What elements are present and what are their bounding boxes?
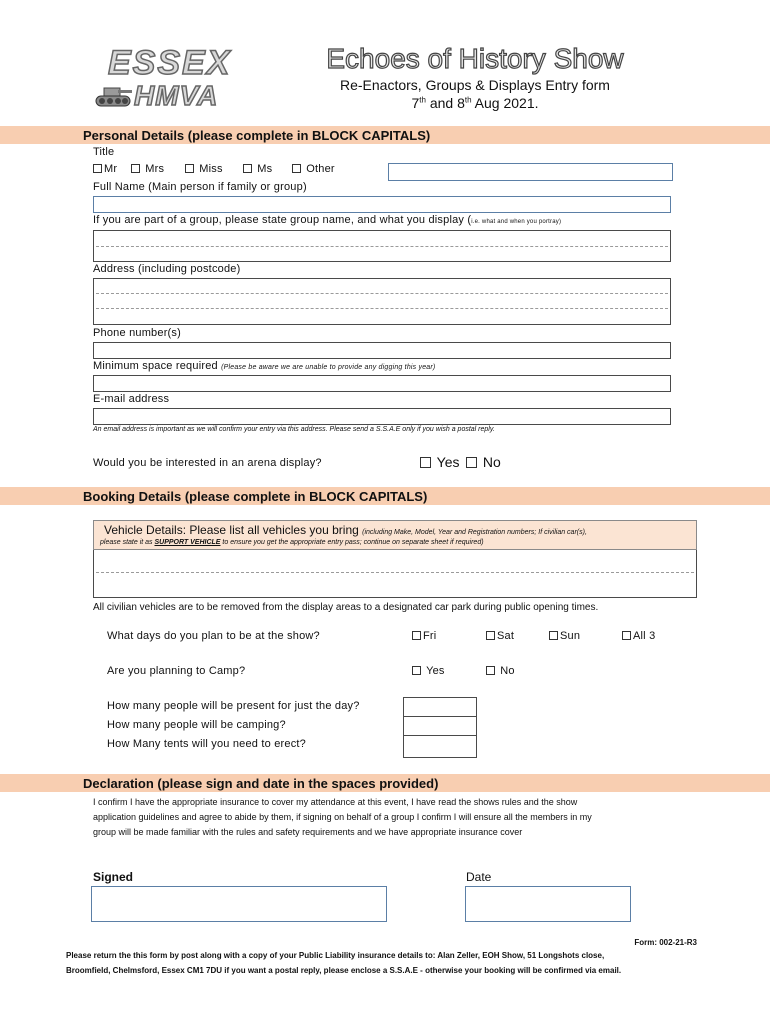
- page-subtitle: Re-Enactors, Groups & Displays Entry form: [340, 77, 610, 93]
- camp-label: Are you planning to Camp?: [107, 665, 246, 677]
- declaration-line-3: group will be made familiar with the rules and safety requirements and we have appropriate insurance cover: [93, 827, 523, 837]
- email-field[interactable]: [93, 408, 671, 425]
- arena-label: Would you be interested in an arena display?: [93, 457, 322, 469]
- people-day-label: How many people will be present for just the day?: [107, 700, 360, 712]
- page-title: Echoes of History Show: [326, 43, 624, 74]
- camp-yes-option[interactable]: Yes: [412, 665, 445, 677]
- date-field[interactable]: [465, 886, 631, 922]
- vehicle-note-2: please state it as SUPPORT VEHICLE to ensure you get the appropriate entry pass; continue on separate sheet if required): [100, 539, 484, 546]
- essex-logo-text: ESSEX: [108, 44, 232, 82]
- vehicle-details-field[interactable]: [93, 550, 697, 598]
- camp-no-option[interactable]: No: [486, 665, 515, 677]
- title-label: Title: [93, 146, 115, 158]
- title-other-field[interactable]: [388, 163, 673, 181]
- arena-yes-option[interactable]: Yes: [420, 454, 459, 470]
- arena-no-option[interactable]: No: [466, 454, 501, 470]
- vehicle-heading: Vehicle Details: Please list all vehicles you bring: [104, 523, 363, 537]
- signed-label: Signed: [93, 870, 134, 884]
- day-option-sun[interactable]: Sun: [549, 630, 580, 642]
- full-name-field[interactable]: [93, 196, 671, 213]
- tents-field[interactable]: [403, 735, 477, 758]
- people-camp-field[interactable]: [403, 716, 477, 736]
- form-code: Form: 002-21-R3: [634, 938, 697, 947]
- title-option-miss[interactable]: Miss: [185, 163, 223, 175]
- space-label: Minimum space required (Please be aware we are unable to provide any digging this year): [93, 360, 436, 372]
- declaration-heading: Declaration (please sign and date in the spaces provided): [83, 776, 439, 791]
- day-option-fri[interactable]: Fri: [412, 630, 436, 642]
- group-label: If you are part of a group, please state group name, and what you display (i.e. what and when you portray): [93, 214, 562, 226]
- address-label: Address (including postcode): [93, 263, 241, 275]
- title-option-mrs[interactable]: Mrs: [131, 163, 164, 175]
- title-option-other[interactable]: Other: [292, 163, 335, 175]
- event-dates: 7th and 8th Aug 2021.: [411, 95, 539, 111]
- day-option-all[interactable]: All 3: [622, 630, 655, 642]
- tank-icon: [94, 86, 134, 108]
- hmva-logo-text: HMVA: [134, 80, 219, 111]
- date-label: Date: [466, 870, 492, 884]
- civilian-vehicle-note: All civilian vehicles are to be removed from the display areas to a designated car park during public opening times.: [93, 602, 599, 613]
- full-name-label: Full Name (Main person if family or group): [93, 181, 307, 193]
- personal-heading: Personal Details (please complete in BLOCK CAPITALS): [83, 128, 431, 143]
- email-label: E-mail address: [93, 393, 170, 405]
- group-field[interactable]: [93, 230, 671, 262]
- vehicle-details-header: [93, 520, 697, 550]
- title-option-mr[interactable]: Mr: [93, 163, 117, 175]
- vehicle-note-1: (including Make, Model, Year and Registration numbers; If civilian car(s),: [362, 529, 587, 536]
- declaration-line-1: I confirm I have the appropriate insurance to cover my attendance at this event, I have read the shows rules and the show: [93, 797, 578, 807]
- phone-label: Phone number(s): [93, 327, 181, 339]
- return-instructions-line-2: Broomfield, Chelmsford, Essex CM1 7DU if you want a postal reply, please enclose a S.S.A.E - otherwise your booking will be confirmed via email.: [66, 966, 622, 975]
- space-field[interactable]: [93, 375, 671, 392]
- declaration-line-2: application guidelines and agree to abide by them, if signing on behalf of a group I confirm I will ensure all the members in my: [93, 812, 592, 822]
- tents-label: How Many tents will you need to erect?: [107, 738, 306, 750]
- days-label: What days do you plan to be at the show?: [107, 630, 320, 642]
- phone-field[interactable]: [93, 342, 671, 359]
- email-note: An email address is important as we will confirm your entry via this address. Please send a S.S.A.E only if you wish a postal reply.: [93, 426, 495, 433]
- signature-field[interactable]: [91, 886, 387, 922]
- booking-heading: Booking Details (please complete in BLOCK CAPITALS): [83, 489, 428, 504]
- title-option-ms[interactable]: Ms: [243, 163, 272, 175]
- day-option-sat[interactable]: Sat: [486, 630, 514, 642]
- people-day-field[interactable]: [403, 697, 477, 717]
- people-camp-label: How many people will be camping?: [107, 719, 286, 731]
- return-instructions-line-1: Please return the this form by post along with a copy of your Public Liability insurance details to: Alan Zeller, EOH Show, 51 Longshots close,: [66, 951, 605, 960]
- address-field[interactable]: [93, 278, 671, 325]
